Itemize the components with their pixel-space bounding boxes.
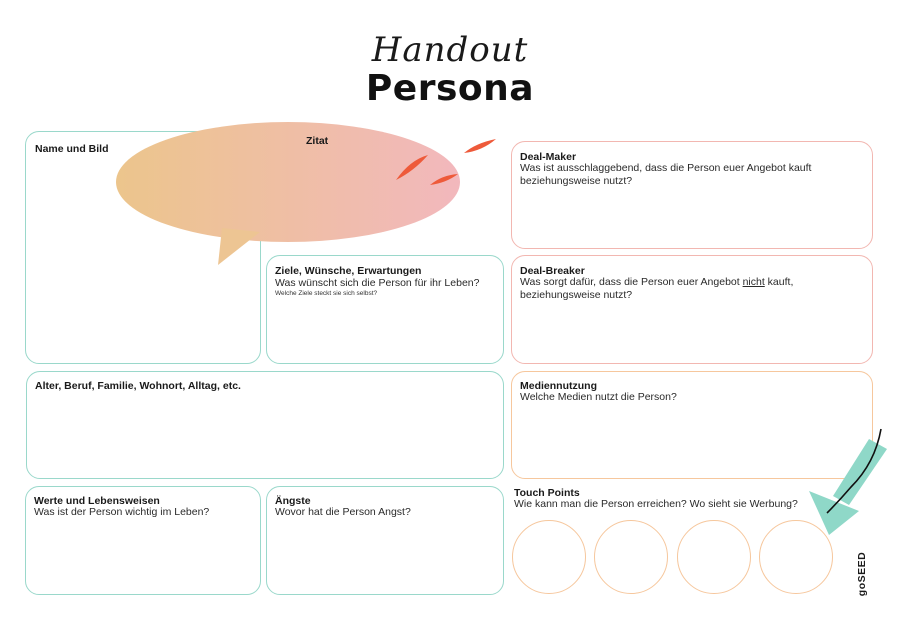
touch-points-question: Wie kann man die Person erreichen? Wo sieht sie Werbung? — [514, 498, 798, 510]
deal-breaker-text-post: kauft, beziehungsweise nutzt? — [520, 276, 794, 301]
aengste-question: Wovor hat die Person Angst? — [275, 506, 411, 518]
aengste-title: Ängste — [275, 495, 311, 507]
arrow-decoration-icon — [805, 425, 895, 540]
touch-point-circle-2[interactable] — [594, 520, 668, 594]
bubble-tail — [218, 228, 260, 265]
accent-stroke-1 — [396, 155, 428, 180]
alter-title: Alter, Beruf, Familie, Wohnort, Alltag, etc. — [35, 380, 241, 392]
accent-stroke-3 — [464, 139, 496, 153]
medien-title: Mediennutzung — [520, 380, 597, 392]
persona-heading: Persona — [365, 68, 535, 109]
touch-points-title: Touch Points — [514, 487, 580, 499]
accent-stroke-2 — [430, 174, 458, 185]
deal-breaker-question — [520, 276, 830, 301]
name-bild-title: Name und Bild — [35, 143, 109, 155]
touch-point-circle-1[interactable] — [512, 520, 586, 594]
ziele-question: Was wünscht sich die Person für ihr Leben? — [275, 277, 480, 289]
deal-breaker-emphasis: nicht — [742, 276, 765, 288]
touch-point-circle-3[interactable] — [677, 520, 751, 594]
accent-strokes — [390, 133, 500, 193]
werte-question: Was ist der Person wichtig im Leben? — [34, 506, 210, 518]
arrow-shaft — [833, 439, 887, 505]
deal-breaker-text-pre: Was sorgt dafür, dass die Person euer Angebot — [520, 276, 743, 288]
werte-title: Werte und Lebensweisen — [34, 495, 160, 507]
handout-heading: Handout — [371, 30, 529, 70]
deal-maker-question: Was ist ausschlaggebend, dass die Person euer Angebot kauft beziehungsweise nutzt? — [520, 162, 812, 187]
goseed-logo: goSEED — [856, 551, 868, 597]
ziele-hint: Welche Ziele steckt sie sich selbst? — [275, 290, 378, 297]
deal-breaker-title: Deal-Breaker — [520, 265, 585, 277]
zitat-title: Zitat — [306, 135, 329, 147]
medien-question: Welche Medien nutzt die Person? — [520, 391, 677, 403]
deal-maker-title: Deal-Maker — [520, 151, 577, 163]
ziele-title: Ziele, Wünsche, Erwartungen — [275, 265, 422, 277]
